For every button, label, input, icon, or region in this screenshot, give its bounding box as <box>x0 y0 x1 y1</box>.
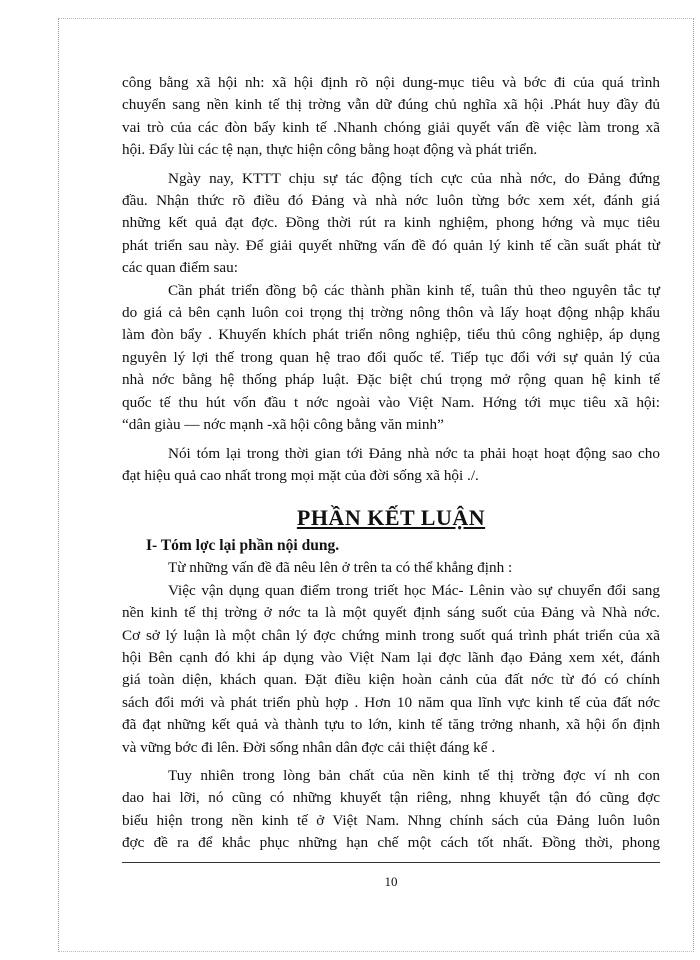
text-line: đạt hiệu quả cao nhất trong mọi mặt của đời sống xã hội ./. <box>122 466 479 484</box>
text-line: chuyển sang nền kinh tế thị trờng vẫn dữ đúng chủ nghĩa xã hội .Phát huy đầy đủ <box>122 96 660 114</box>
subsection-heading: I- Tóm lợc lại phần nội dung. <box>146 537 340 555</box>
text-line: hội. Đẩy lùi các tệ nạn, thực hiện công bằng hoạt động và phát triển. <box>122 141 538 159</box>
text-line: đầu. Nhận thức rõ điều đó Đảng và nhà nớc luôn từng bớc xem xét, đánh giá <box>122 192 660 210</box>
text-line: biểu hiện trong nền kinh tế ở Việt Nam. Nhng chính sách của Đảng luôn luôn <box>122 811 660 829</box>
text-line: hội Bên cạnh đó khi áp dụng vào Việt Nam lại đợc lãnh đạo Đảng xem xét, đánh <box>122 648 660 666</box>
paragraph-2 <box>122 168 660 280</box>
text-line: đợc đề ra để khắc phục những hạn chế một cách tốt nhất. Đồng thời, phong <box>122 834 660 852</box>
text-line: các quan điểm sau: <box>122 259 238 277</box>
text-line: quốc tế thu hút vốn đầu t nớc ngoài vào Việt Nam. Hớng tới mục tiêu xã hội: <box>122 393 660 411</box>
paragraph-5 <box>122 557 660 579</box>
text-line: “dân giàu — nớc mạnh -xã hội công bằng văn minh” <box>122 416 444 434</box>
text-line: dao hai lỡi, nó cũng có những khuyết tận riêng, nhng khuyết tận đó cũng đợc <box>122 789 660 807</box>
paragraph-3 <box>122 280 660 437</box>
text-line: Nói tóm lại trong thời gian tới Đảng nhà nớc ta phải hoạt hoạt động sao cho <box>168 444 660 462</box>
text-line: Từ những vấn đề đã nêu lên ở trên ta có thể khẳng định : <box>168 559 513 577</box>
page-number: 10 <box>384 874 398 889</box>
text-line: nhà nớc bằng hệ thống pháp luật. Đặc biệt chú trọng mở rộng quan hệ kinh tế <box>122 371 660 389</box>
text-line: đã đạt những kết quả và thành tựu to lớn, kinh tế tăng trởng nhanh, xã hội ổn định <box>122 716 660 734</box>
text-line: Ngày nay, KTTT chịu sự tác động tích cực của nhà nớc, do Đảng đứng <box>168 169 660 187</box>
text-line: Cơ sở lý luận là một chân lý đợc chứng minh trong suốt quá trình phát triển của xã <box>122 626 660 644</box>
text-line: Việc vận dụng quan điểm trong triết học Mác- Lênin vào sự chuyển đổi sang <box>168 581 660 599</box>
paragraph-6 <box>122 580 660 759</box>
text-line: do giá cả bên cạnh luôn coi trọng thị trờng nông thôn và lấy hoạt động nhập khẩu <box>122 304 660 322</box>
paragraph-1 <box>122 72 660 162</box>
text-line: và vững bớc đi lên. Đời sống nhân dân đợc cải thiệt đáng kể . <box>122 738 496 756</box>
footer-rule <box>122 862 660 863</box>
section-heading: PHẦN KẾT LUẬN <box>296 505 486 531</box>
text-line: Tuy nhiên trong lòng bản chất của nền kinh tế thị trờng đợc ví nh con <box>168 766 660 784</box>
text-line: giá toàn diện, khách quan. Đặt điều kiện hoàn cảnh của đất nớc từ đó có chính <box>122 671 660 689</box>
text-line: phát triển sau này. Để giải quyết những vấn đề đó quản lý kinh tế cần suất phát từ <box>122 236 660 254</box>
text-line: làm đòn bẩy . Khuyến khích phát triển nông nghiệp, tiểu thủ công nghiệp, áp dụng <box>122 326 660 344</box>
text-line: vai trò của các đòn bẩy kinh tế .Nhanh chóng giải quyết vấn đề việc làm trong xã <box>122 118 660 136</box>
text-line: Cần phát triển đồng bộ các thành phần kinh tế, tuân thủ theo nguyên tắc tự <box>168 281 660 299</box>
paragraph-7 <box>122 765 660 855</box>
paragraph-4 <box>122 443 660 488</box>
text-line: công bằng xã hội nh: xã hội định rõ nội dung-mục tiêu và bớc đi của quá trình <box>122 74 660 91</box>
text-line: sách đổi mới và phát triển phù hợp . Hơn 10 năm qua lĩnh vực kinh tế của đất nớc <box>122 693 660 711</box>
text-line: những kết quả đạt đợc. Đồng thời rút ra kinh nghiệm, phong hớng và mục tiêu <box>122 214 660 232</box>
document-body <box>122 72 660 855</box>
text-line: nguyên lý lợi thế trong quan hệ trao đổi quốc tế. Tiếp tục đổi với sự quản lý của <box>122 348 660 366</box>
text-line: nền kinh tế thị trờng ở nớc ta là một quyết định sáng suốt của Đảng và Nhà nớc. <box>122 604 660 622</box>
